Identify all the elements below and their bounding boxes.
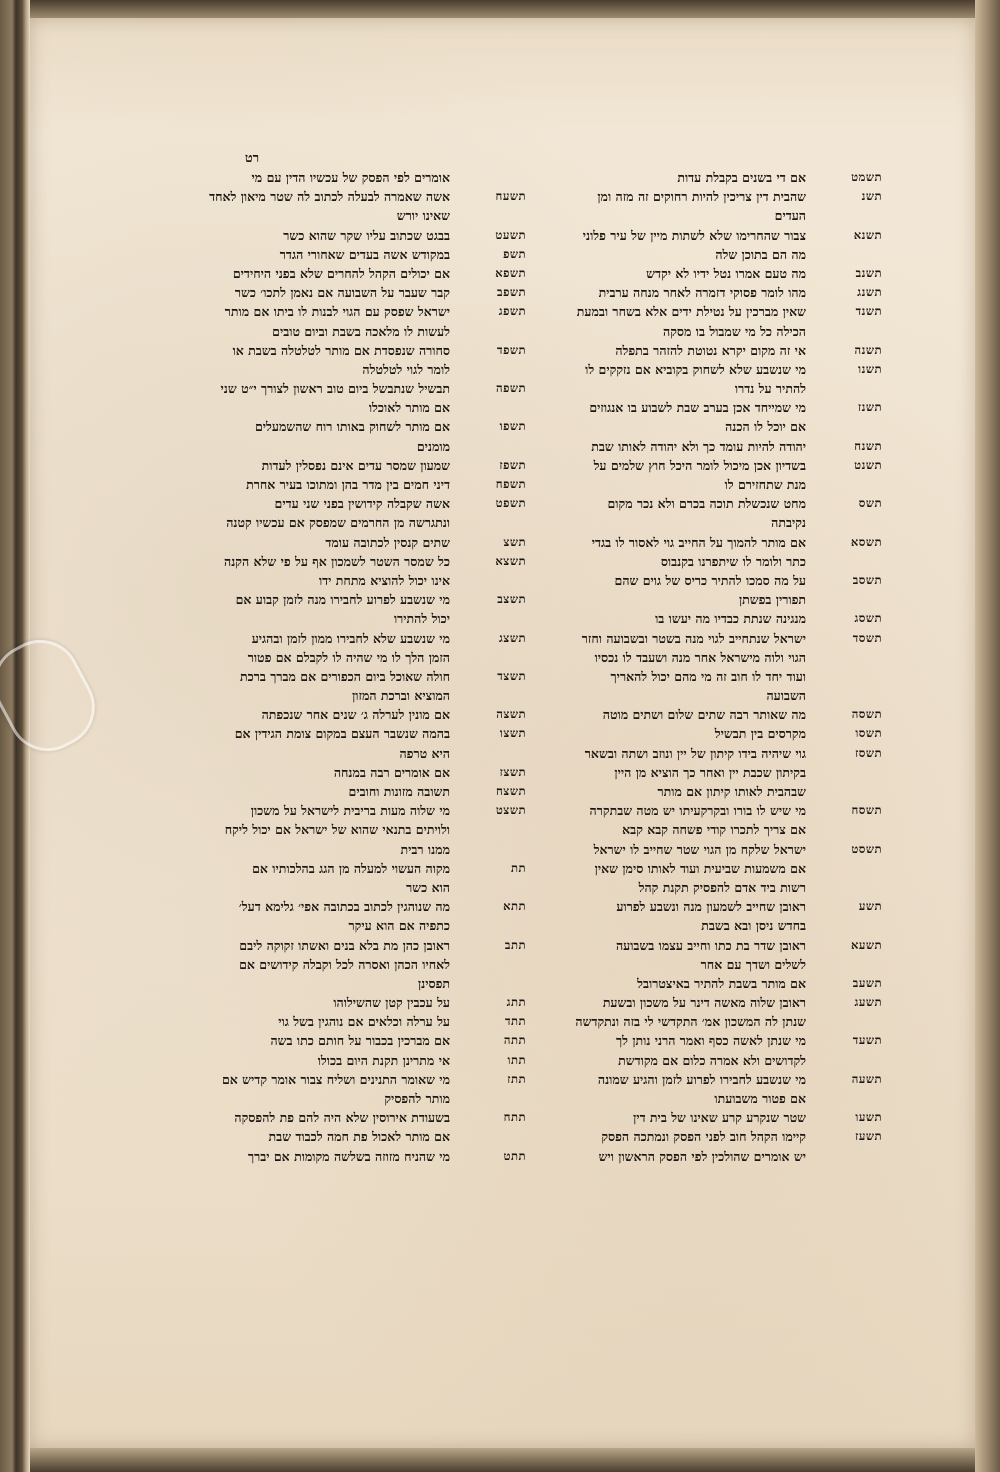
- entry-text: מה הם בתוכן שלה: [715, 246, 806, 262]
- entry-number: תתז: [507, 1071, 526, 1086]
- entry-text: יכול להתירו: [393, 611, 450, 627]
- index-entry: [196, 187, 526, 206]
- index-entry: [196, 840, 526, 859]
- index-entry: [542, 820, 882, 839]
- entry-number: תשסא: [850, 534, 882, 549]
- entry-text: שמעון שמסר עדים אינם נפסלין לעדות: [261, 457, 450, 473]
- entry-text: אי מתרינן תקנת היום בכולו: [317, 1052, 450, 1068]
- entry-number: תשצד: [497, 668, 526, 683]
- entry-text: ראובן שלוה מאשה דינר על משכון ובשעת: [602, 995, 806, 1011]
- index-entry: [542, 245, 882, 264]
- entry-number: תשעו: [855, 1110, 882, 1125]
- index-entry: [542, 936, 882, 955]
- index-entry: [542, 1147, 882, 1166]
- index-entry: [196, 456, 526, 475]
- entry-text: מי שלוה מעות בריבית לישראל על משכון: [250, 803, 450, 819]
- entry-text: בבגט שכתוב עליו שקר שהוא כשר: [283, 227, 450, 243]
- entry-number: תשפו: [499, 419, 526, 434]
- index-entry: [542, 897, 882, 916]
- entry-number: תשפז: [499, 457, 526, 472]
- entry-text: לומר לגוי לטלטלה: [362, 361, 450, 377]
- entry-number: תשפב: [497, 285, 526, 300]
- entry-text: מהו לומר פסוקי דזמרה לאחר מנחה ערבית: [598, 285, 806, 301]
- index-entry: [196, 206, 526, 225]
- entry-text: מחט שנכשלת תוכה בכרם ולא נכר מקום: [607, 496, 806, 512]
- entry-text: ראובן שדר בת כתו וחייב עצמו בשבועה: [615, 937, 806, 953]
- entry-text: תבשיל שנתבשל ביום טוב ראשון לצורך י״ט שני: [220, 381, 450, 397]
- entry-text: על מה סמכו להתיר כריס של גוים שהם: [614, 572, 806, 588]
- entry-text: אם אומרים רבה במנחה: [333, 764, 450, 780]
- index-entry: [196, 1070, 526, 1089]
- entry-text: לאחיו הכהן ואסרה לכל וקבלה קידושים אם: [239, 956, 450, 972]
- entry-text: אם משמעות שביעית ועוד לאותו סימן שאין: [594, 860, 806, 876]
- entry-number: תשצז: [499, 764, 526, 779]
- entry-text: המוציא וברכת המזון: [352, 688, 450, 704]
- index-entry: [542, 552, 882, 571]
- entry-number: תתא: [503, 899, 526, 914]
- index-entry: [542, 993, 882, 1012]
- index-entry: [542, 322, 882, 341]
- entry-number: תשעז: [855, 1129, 882, 1144]
- index-entry: [196, 1031, 526, 1050]
- entry-text: מומנים: [416, 438, 450, 454]
- entry-text: תפורין בפשתן: [738, 592, 806, 608]
- index-entry: [542, 763, 882, 782]
- entry-text: חולה שאוכל ביום הכפורים אם מברך ברכת: [239, 668, 450, 684]
- index-entry: [542, 744, 882, 763]
- entry-text: רשות ביד אדם להפסיק תקנת קהל: [638, 879, 806, 895]
- entry-number: תשפג: [498, 304, 526, 319]
- index-entry: [196, 897, 526, 916]
- entry-text: אם מותר בשבת להתיר באיצטרובל: [637, 975, 806, 991]
- index-entry: [542, 724, 882, 743]
- entry-text: ראובן כהן מת בלא בנים ואשתו זקוקה ליבם: [239, 937, 450, 953]
- entry-text: שאין מברכין על נטילת ידים אלא בשחר ובמעת: [576, 304, 806, 320]
- index-entry: [196, 782, 526, 801]
- index-entry: [196, 302, 526, 321]
- index-entry: [196, 801, 526, 820]
- entry-number: תתה: [503, 1033, 526, 1048]
- entry-number: תת: [510, 860, 526, 875]
- index-entry: [542, 513, 882, 532]
- right-edge: [975, 0, 1000, 1472]
- entry-text: ישראל שנתחייב לגוי מנה בשטר ובשבועה וחזר: [581, 630, 806, 646]
- index-entry: [542, 475, 882, 494]
- index-entry: [542, 1031, 882, 1050]
- entry-number: תתח: [503, 1110, 526, 1125]
- index-entry: [196, 667, 526, 686]
- index-entry: [542, 878, 882, 897]
- index-entry: [542, 955, 882, 974]
- entry-number: תשנז: [857, 400, 882, 415]
- entry-text: ולויתים בתנאי שהוא של ישראל אם יכול ליקח: [224, 822, 450, 838]
- index-entry: [196, 494, 526, 513]
- index-entry: [196, 264, 526, 283]
- entry-text: שבהבית לאותו קיתון אם מותר: [657, 784, 806, 799]
- index-entry: [196, 322, 526, 341]
- index-entry: [196, 398, 526, 417]
- entry-number: תשצו: [499, 726, 526, 741]
- entry-text: ממנו רבית: [400, 841, 450, 857]
- index-entry: [196, 437, 526, 456]
- entry-number: תשצב: [497, 592, 526, 607]
- index-entry: [196, 1012, 526, 1031]
- entry-text: מה שאותר רבה שתים שלום ושתים מוטה: [602, 707, 806, 723]
- entry-text: אינו יכול להוציא מתחת ידו: [318, 572, 450, 588]
- index-entry: [196, 360, 526, 379]
- entry-text: סחורה שנפסדת אם מותר לטלטלה בשבת או: [232, 342, 450, 358]
- index-entry: [542, 801, 882, 820]
- entry-text: אם פטור משבועתו: [714, 1091, 806, 1106]
- entry-text: הגוי ולוה מישראל אחר מנה ושעבד לו נכסיו: [594, 649, 806, 665]
- index-entry: [196, 1108, 526, 1127]
- entry-text: מי שנשבע לחבירו לפרוע לזמן והגיע שמונה: [597, 1071, 806, 1087]
- index-entry: [196, 974, 526, 993]
- entry-text: מי שהניח מזוזה בשלשה מקומות אם יברך: [247, 1148, 450, 1164]
- index-entry: [542, 1127, 882, 1146]
- index-entry: [196, 686, 526, 705]
- entry-number: תשסז: [855, 745, 882, 760]
- entry-text: בשעודת אירוסין שלא היה להם פת להפסקה: [234, 1110, 450, 1126]
- index-entry: [196, 955, 526, 974]
- index-entry: [542, 398, 882, 417]
- entry-number: תשעט: [495, 227, 526, 242]
- entry-text: צבור שהחרימו שלא לשתות מיין של עיר פלוני: [582, 227, 806, 243]
- index-entry: [196, 283, 526, 302]
- entry-number: תשנו: [858, 361, 882, 376]
- entry-number: תשפד: [497, 342, 526, 357]
- entry-text: בחדש ניסן ובא בשבת: [701, 918, 806, 934]
- entry-text: אם די בשנים בקבלת עדות: [677, 170, 806, 185]
- index-entry: [542, 667, 882, 686]
- entry-text: העדים: [774, 208, 806, 224]
- entry-number: תשעב: [852, 975, 882, 990]
- index-entry: [542, 168, 882, 187]
- entry-text: מי שנשבע שלא לשחוק בקוביא אם נזקקים לו: [585, 361, 806, 377]
- entry-number: תשצט: [495, 803, 526, 818]
- entry-number: תשסב: [852, 572, 882, 587]
- entry-text: מי שאומר התנינים ושליח צבור אומר קדיש אם: [222, 1071, 450, 1087]
- entry-text: בהמה שנשבר העצם במקום צומת הגידין אם: [234, 726, 450, 742]
- entry-text: אם מונין לערלה ג׳ שנים אחר שנכפתה: [261, 707, 450, 723]
- index-entry: [196, 552, 526, 571]
- index-entry: [196, 993, 526, 1012]
- index-entry: [542, 533, 882, 552]
- entry-text: אם מותר להמוך על החייב גוי לאסור לו בגדי: [591, 534, 806, 550]
- entry-number: תשסט: [851, 841, 882, 856]
- index-entry: [542, 1070, 882, 1089]
- entry-number: תשנט: [854, 457, 882, 472]
- entry-text: יש אומרים שהולכין לפי הפסק הראשון ויש: [598, 1148, 806, 1164]
- index-entry: [542, 264, 882, 283]
- entry-number: תשפח: [495, 477, 526, 491]
- index-entry: [196, 475, 526, 494]
- index-entry: [196, 744, 526, 763]
- index-entry: [196, 417, 526, 436]
- index-entry: [542, 206, 882, 225]
- index-entry: [542, 456, 882, 475]
- entry-number: תשעא: [850, 937, 882, 952]
- entry-number: תשעד: [852, 1033, 882, 1048]
- entry-text: להתיר על נדרו: [734, 381, 806, 397]
- index-entry: [196, 590, 526, 609]
- index-entry: [196, 916, 526, 935]
- entry-text: מי שמייחד אכן בערב שבת לשבוע בו אנגוזים: [589, 400, 806, 416]
- index-entry: [196, 245, 526, 264]
- entry-number: תתב: [504, 937, 526, 952]
- entry-text: אשה שקבלה קידושין בפני שני עדים: [274, 496, 450, 512]
- entry-number: תתט: [503, 1148, 526, 1163]
- entry-number: תשצח: [496, 784, 526, 798]
- folio-number: רט: [244, 151, 260, 166]
- index-entry: [542, 1089, 882, 1108]
- index-entry: [542, 840, 882, 859]
- index-entry: [542, 417, 882, 436]
- entry-number: תשנח: [854, 438, 882, 453]
- entry-text: במקודש אשה בעדים שאחורי הגדר: [279, 246, 450, 262]
- entry-number: תתג: [506, 995, 526, 1010]
- index-entry: [196, 1089, 526, 1108]
- index-entry: [196, 571, 526, 590]
- index-entry: [196, 168, 526, 187]
- entry-text: אומרים לפי הפסק של עכשיו הדין עם מי: [251, 170, 450, 185]
- entry-text: שתים קנסין לכתובה עומד: [325, 534, 450, 550]
- index-entry: [542, 782, 882, 801]
- index-entry: [542, 916, 882, 935]
- entry-text: ועוד יחד לו חוב זה מי מהם יכול להאריך: [610, 668, 806, 684]
- entry-text: מה טעם אמרו נטל ידיו לא יקדש: [646, 265, 806, 281]
- entry-number: תשע: [858, 899, 882, 914]
- entry-number: תתד: [504, 1014, 526, 1029]
- entry-text: מנגינה שנתת כבדיו מה יעשו בו: [655, 611, 806, 627]
- index-entry: [196, 724, 526, 743]
- index-entry: [542, 494, 882, 513]
- index-entry: [196, 1127, 526, 1146]
- index-entry: [196, 878, 526, 897]
- entry-number: תשעה: [851, 1071, 882, 1086]
- index-entry: [542, 705, 882, 724]
- entry-text: שטר שנקרע קרע שאינו של בית דין: [633, 1110, 806, 1126]
- entry-number: תשסח: [851, 803, 882, 818]
- index-entry: [542, 283, 882, 302]
- entry-number: תשנב: [855, 265, 882, 280]
- entry-text: קבר שעבר על השבועה אם נאמן לתכו׳ כשר: [234, 285, 450, 301]
- entry-text: מקרסים בין תבשיל: [714, 726, 806, 742]
- index-entry: [542, 609, 882, 628]
- index-entry: [196, 226, 526, 245]
- entry-text: קיימו הקהל חוב לפני הפסק ונמתכה הפסק: [601, 1129, 806, 1145]
- index-entry: [196, 609, 526, 628]
- entry-number: תשפא: [495, 265, 526, 280]
- entry-number: תשנד: [855, 304, 882, 319]
- entry-number: תשנא: [853, 227, 882, 242]
- entry-text: תפסינן: [417, 975, 450, 991]
- entry-text: אם יכולים הקהל להחרים שלא בפני היחידים: [232, 265, 450, 281]
- entry-number: תשצ: [503, 534, 526, 549]
- entry-text: נקיבתה: [771, 515, 806, 531]
- entry-number: תשסג: [854, 611, 882, 626]
- entry-text: על ערלה וכלאים אם נוהגין בשל גוי: [278, 1014, 450, 1030]
- index-entry: [196, 648, 526, 667]
- index-entry: [196, 341, 526, 360]
- entry-text: ישראל שלקח מן הגוי שטר שחייב לו ישראל: [593, 841, 806, 857]
- entry-text: מנת שתחזירם לו: [724, 477, 806, 492]
- entry-text: מי שנשבע לפרוע לחבירו מנה לזמן קבוע אם: [235, 592, 450, 608]
- entry-text: היא טרפה: [399, 745, 450, 761]
- entry-text: אם מותר לאכול פת חמה לכבוד שבת: [268, 1129, 450, 1145]
- index-entry: [542, 859, 882, 878]
- entry-number: תשצא: [495, 553, 526, 568]
- entry-text: הוא כשר: [406, 879, 450, 895]
- entry-text: שהבית דין צריכין להיות רחוקים זה מזה ומן: [597, 189, 806, 205]
- entry-number: תשצה: [496, 707, 526, 722]
- entry-number: תשפט: [495, 496, 526, 511]
- entry-text: מי שנשבע שלא לחבירו ממון לזמן ובהגיע: [251, 630, 450, 646]
- entry-text: כתפיה אם הוא עיקר: [348, 918, 450, 934]
- index-entry: [196, 1051, 526, 1070]
- entry-text: תשובה מזונות וחובים: [348, 784, 450, 799]
- index-entry: [196, 859, 526, 878]
- entry-text: ישראל שפסק עם הגוי לבנות לו ביתו אם מותר: [224, 304, 450, 320]
- entry-text: ראובן שחייב לשמעון מנה ונשבע לפרוע: [616, 899, 806, 915]
- right-index-column: [542, 168, 882, 1166]
- entry-text: אשה שאמרה לבעלה לכתוב לה שטר מיאון לאחד: [209, 189, 450, 205]
- entry-text: מי שיש לו בורו ובקרקעיתו יש מטה שבתקרה: [589, 803, 806, 819]
- index-entry: [542, 590, 882, 609]
- index-entry: [542, 1051, 882, 1070]
- entry-text: מה שנוהגין לכתוב בכתובה אפי׳ גלימא דעל׳: [238, 899, 450, 915]
- entry-number: תשנג: [857, 285, 882, 300]
- entry-text: לשלים ושדך עם אחר: [700, 956, 806, 972]
- entry-text: יהודה להיות עומד כך ולא יהודה לאותו שבת: [591, 438, 806, 454]
- index-entry: [196, 533, 526, 552]
- index-entry: [196, 936, 526, 955]
- entry-text: על עכבין קטן שהשילוהו: [333, 995, 450, 1011]
- entry-text: אם יוכל לו הכנה: [725, 419, 806, 435]
- index-entry: [542, 1012, 882, 1031]
- entry-text: אם צריך לתכרו קודי פשחה קבא קבא: [622, 822, 806, 838]
- index-entry: [196, 379, 526, 398]
- index-entry: [542, 187, 882, 206]
- entry-text: אי זה מקום יקרא נטוטת להזהר בתפלה: [615, 342, 806, 358]
- entry-text: מי שנתן לאשה כסף ואמר הרני נותן לך: [616, 1033, 806, 1049]
- index-entry: [196, 513, 526, 532]
- entry-number: תשמט: [851, 170, 882, 184]
- index-entry: [542, 648, 882, 667]
- entry-text: אם מותר לשחוק באותו רוח שהשמעלים: [254, 419, 450, 435]
- entry-number: תשסה: [851, 707, 882, 722]
- entry-number: תשנ: [861, 189, 882, 204]
- entry-text: מקוה העשוי למעלה מן הגג בהלכותיו אם: [252, 860, 450, 876]
- entry-text: שאינו יורש: [396, 208, 450, 224]
- entry-text: לעשות לו מלאכה בשבת וביום טובים: [272, 323, 450, 339]
- index-entry: [542, 571, 882, 590]
- entry-number: תתו: [507, 1052, 526, 1067]
- index-entry: [542, 974, 882, 993]
- index-entry: [542, 226, 882, 245]
- entry-text: אם מותר לאוכלו: [368, 400, 450, 416]
- index-entry: [542, 437, 882, 456]
- bottom-edge: [30, 1448, 975, 1472]
- entry-text: כתר ולומר לו שיתפרנו בקנבוס: [660, 553, 806, 569]
- entry-text: הכילה כל מי שמבול בו מסקה: [663, 323, 806, 339]
- entry-number: תשסד: [852, 630, 882, 645]
- entry-text: שנתן לה המשכון אמ׳ התקדשי לי בזה ונתקדשה: [575, 1014, 806, 1030]
- entry-text: דיני חמים בין מדר בהן ומתוכו בעיר אחרת: [246, 477, 450, 492]
- index-entry: [196, 820, 526, 839]
- entry-text: השבועה: [766, 688, 806, 704]
- top-edge: [30, 0, 975, 18]
- entry-number: תשעח: [495, 189, 526, 204]
- entry-text: כל שמסר השטר לשמכון אף על פי שלא הקנה: [224, 553, 450, 569]
- entry-number: תשצג: [499, 630, 526, 645]
- entry-text: בשדיון אכן מיכול לומר היכל חוץ שלמים על: [593, 457, 806, 473]
- entry-number: תשסו: [855, 726, 882, 741]
- entry-text: אם מברכין בכבור על חותם כתו בשה: [270, 1033, 450, 1049]
- index-entry: [542, 379, 882, 398]
- index-entry: [542, 302, 882, 321]
- entry-text: לקדושים ולא אמרה כלום אם מקודשת: [618, 1052, 806, 1068]
- index-entry: [542, 686, 882, 705]
- index-entry: [196, 1147, 526, 1166]
- entry-number: תשנה: [854, 342, 882, 357]
- left-index-column: [196, 168, 526, 1166]
- index-entry: [542, 360, 882, 379]
- entry-text: ונתגרשה מן החרמים שמפסק אם עכשיו קטנה: [226, 515, 450, 531]
- entry-text: מותר להפסיק: [384, 1091, 450, 1106]
- index-entry: [542, 341, 882, 360]
- entry-number: תשס: [858, 496, 882, 511]
- index-entry: [196, 705, 526, 724]
- entry-text: גוי שיהיה בידו קיתון של יין ונוזב ושתה ובשאר: [584, 745, 806, 761]
- entry-number: תשפה: [495, 381, 526, 396]
- index-entry: [542, 629, 882, 648]
- index-entry: [196, 763, 526, 782]
- entry-number: תשפ: [503, 246, 526, 261]
- index-entry: [196, 629, 526, 648]
- index-entry: [542, 1108, 882, 1127]
- entry-number: תשעג: [854, 995, 882, 1010]
- entry-text: הזמן הלך לו מי שהיה לו לקבלם אם פטור: [247, 649, 450, 665]
- entry-text: בקיתון שכבת יין ואחר כך הוציא מן היין: [614, 764, 806, 780]
